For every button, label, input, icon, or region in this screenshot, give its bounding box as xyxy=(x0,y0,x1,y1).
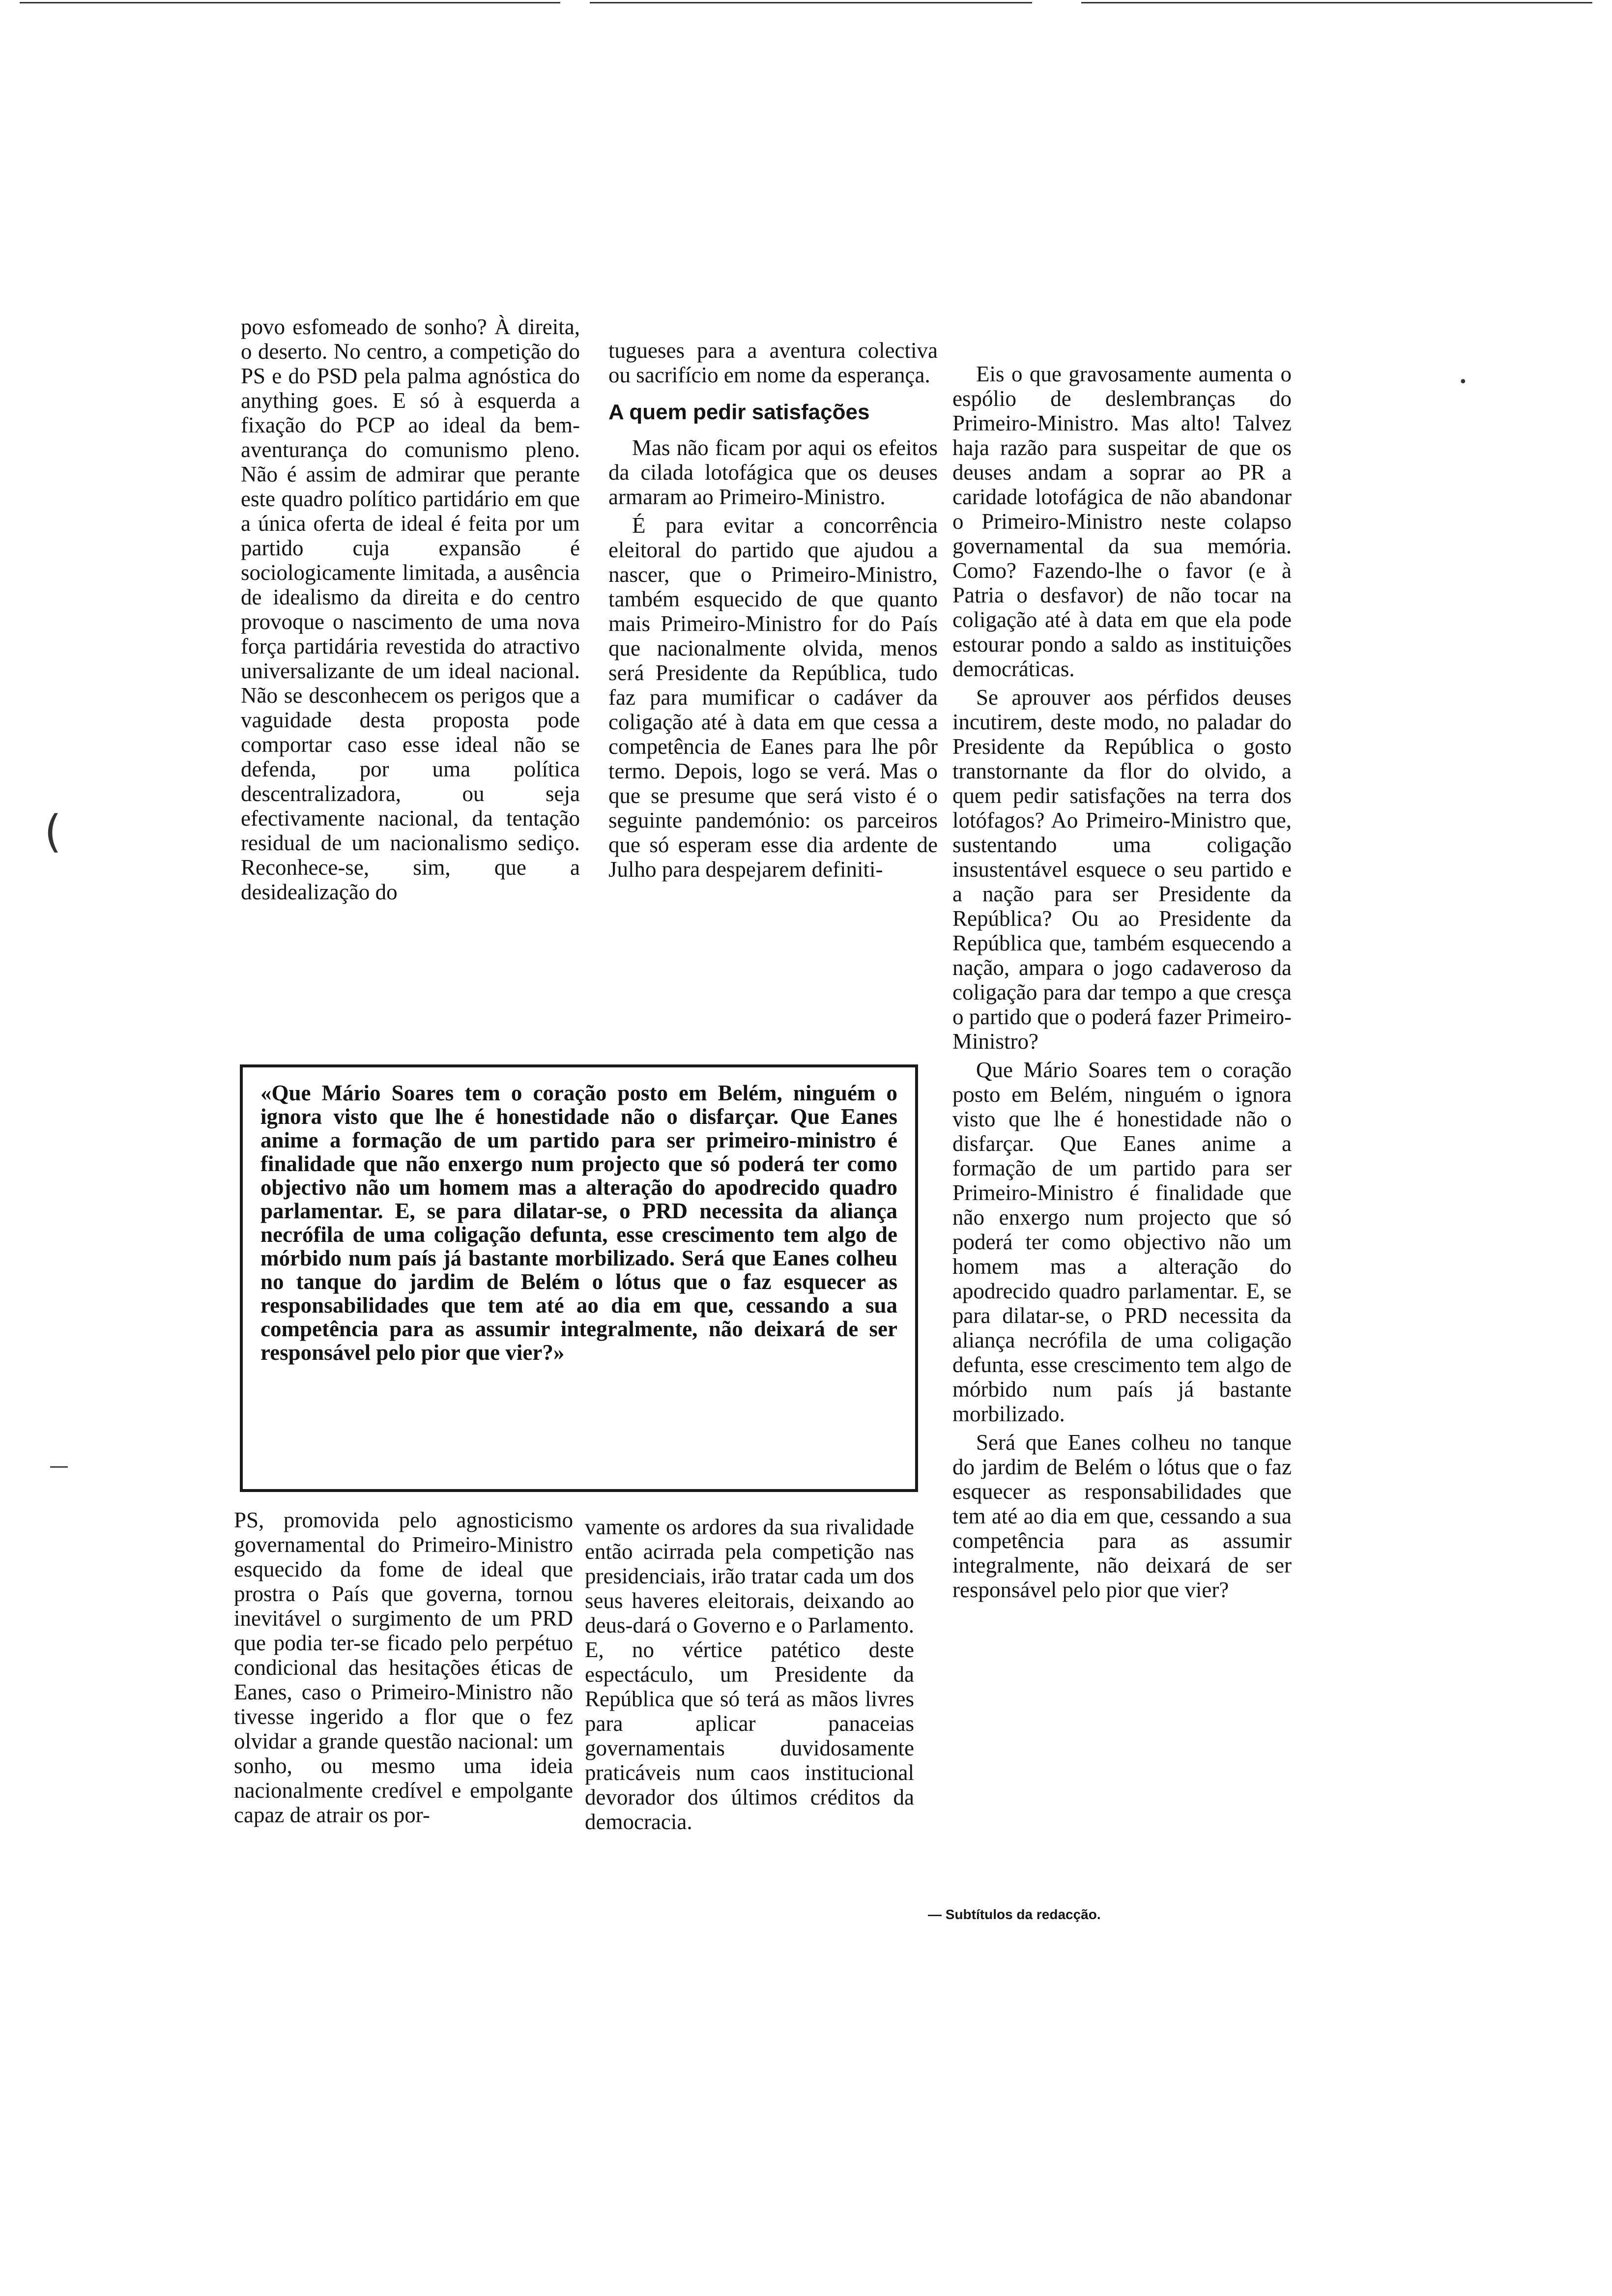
article-paragraph: vamente os ardores da sua rivalidade então acirrada pela competição nas presidenciais, irão tratar cada um dos seus haveres eleitorais, deixando ao deus-dará o Governo e o Parlamento. E, no vértice patético deste espectáculo, um Presidente da República que só terá as mãos livres para aplicar panaceias governamentais duvidosamente praticáveis num caos institucional devorador dos últimos créditos da democracia. xyxy=(585,1515,914,1834)
scan-mark-left: ( xyxy=(44,806,62,858)
footnote: — Subtítulos da redacção. xyxy=(928,1907,1101,1922)
column-3 xyxy=(952,362,1292,1606)
article-paragraph: Eis o que gravosamente aumenta o espólio de deslembranças do Primeiro-Ministro. Mas alto! Talvez haja razão para suspeitar de que os deuses andam a soprar ao PR a caridade lotofágica de não abandonar o Primeiro-Ministro neste colapso governamental da sua memória. Como? Fazendo-lhe o favor (e à Patria o desfavor) de não tocar na coligação até à data em que ela pode estourar pondo a saldo as instituições democráticas. xyxy=(952,362,1292,681)
column-2-bottom xyxy=(585,1515,914,1838)
article-paragraph: Mas não ficam por aqui os efeitos da cilada lotofágica que os deuses armaram ao Primeiro-Ministro. xyxy=(608,435,938,509)
scan-rule-2 xyxy=(590,2,1032,3)
column-2-top xyxy=(608,338,938,886)
article-paragraph: tugueses para a aventura colectiva ou sacrifício em nome da esperança. xyxy=(608,338,938,387)
article-paragraph: É para evitar a concorrência eleitoral do partido que ajudou a nascer, que o Primeiro-Ministro, também esquecido de que quanto mais Primeiro-Ministro for do País que nacionalmente olvida, menos será Presidente da República, tudo faz para mumificar o cadáver da coligação até à data em que cessa a competência de Eanes para lhe pôr termo. Depois, logo se verá. Mas o que se presume que será visto é o seguinte pandemónio: os parceiros que só esperam esse dia ardente de Julho para despejarem definiti- xyxy=(608,513,938,882)
article-paragraph: Que Mário Soares tem o coração posto em Belém, ninguém o ignora visto que lhe é honestidade não o disfarçar. Que Eanes anime a formação de um partido para ser Primeiro-Ministro é finalidade que não enxergo num projecto que só poderá ter como objectivo não um homem mas a alteração do apodrecido quadro parlamentar. E, se para dilatar-se, o PRD necessita da aliança necrófila de uma coligação defunta, esse crescimento tem algo de mórbido num país já bastante morbilizado. xyxy=(952,1058,1292,1426)
article-paragraph: povo esfomeado de sonho? À direita, o deserto. No centro, a competição do PS e do PSD pela palma agnóstica do anything goes. E só à esquerda a fixação do PCP ao ideal da bem-aventurança do comunismo pleno. Não é assim de admirar que perante este quadro político partidário em que a única oferta de ideal é feita por um partido cuja expansão é sociologicamente limitada, a ausência de idealismo da direita e do centro provoque o nascimento de uma nova força partidária revestida do atractivo universalizante de um ideal nacional. Não se desconhecem os perigos que a vaguidade desta proposta pode comportar caso esse ideal não se defenda, por uma política descentralizadora, ou seja efectivamente nacional, da tentação residual de um nacionalismo sediço. Reconhece-se, sim, que a desidealização do xyxy=(241,315,580,904)
section-subhead: A quem pedir satisfações xyxy=(608,400,870,424)
pull-quote: «Que Mário Soares tem o coração posto em Belém, ninguém o ignora visto que lhe é honestidade não o disfarçar. Que Eanes anime a formação de um partido para ser primeiro-ministro é finalidade que não enxergo num projecto que só poderá ter como objectivo não um homem mas a alteração do apodrecido quadro parlamentar. E, se para dilatar-se, o PRD necessita da aliança necrófila de uma coligação defunta, esse crescimento tem algo de mórbido num país já bastante morbilizado. Será que Eanes colheu no tanque do jardim de Belém o lótus que o faz esquecer as responsabilidades que tem até ao dia em que, cessando a sua competência para as assumir integralmente, não deixará de ser responsável pelo pior que vier?» xyxy=(240,1064,918,1492)
scan-rule-1 xyxy=(20,2,560,3)
article-paragraph: Se aprouver aos pérfidos deuses incutirem, deste modo, no paladar do Presidente da República o gosto transtornante da flor do olvido, a quem pedir satisfações na terra dos lotófagos? Ao Primeiro-Ministro que, sustentando uma coligação insustentável esquece o seu partido e a nação para ser Presidente da República? Ou ao Presidente da República que, também esquecendo a nação, ampara o jogo cadaveroso da coligação para dar tempo a que cresça o partido que o poderá fazer Primeiro-Ministro? xyxy=(952,685,1292,1054)
article-paragraph: PS, promovida pelo agnosticismo governamental do Primeiro-Ministro esquecido da fome de ideal que prostra o País que governa, tornou inevitável o surgimento de um PRD que podia ter-se ficado pelo perpétuo condicional das hesitações éticas de Eanes, caso o Primeiro-Ministro não tivesse ingerido a flor que o fez olvidar a grande questão nacional: um sonho, ou mesmo uma ideia nacionalmente credível e empolgante capaz de atrair os por- xyxy=(234,1508,573,1827)
scan-mark-left-2: — xyxy=(49,1455,69,1477)
column-1-top xyxy=(241,315,580,908)
column-1-bottom xyxy=(234,1508,573,1831)
scan-rule-3 xyxy=(1081,2,1592,3)
scan-dot-right: • xyxy=(1459,373,1468,391)
article-paragraph: Será que Eanes colheu no tanque do jardim de Belém o lótus que o faz esquecer as responsabilidades que tem até ao dia em que, cessando a sua competência para as assumir integralmente, não deixará de ser responsável pelo pior que vier? xyxy=(952,1430,1292,1602)
